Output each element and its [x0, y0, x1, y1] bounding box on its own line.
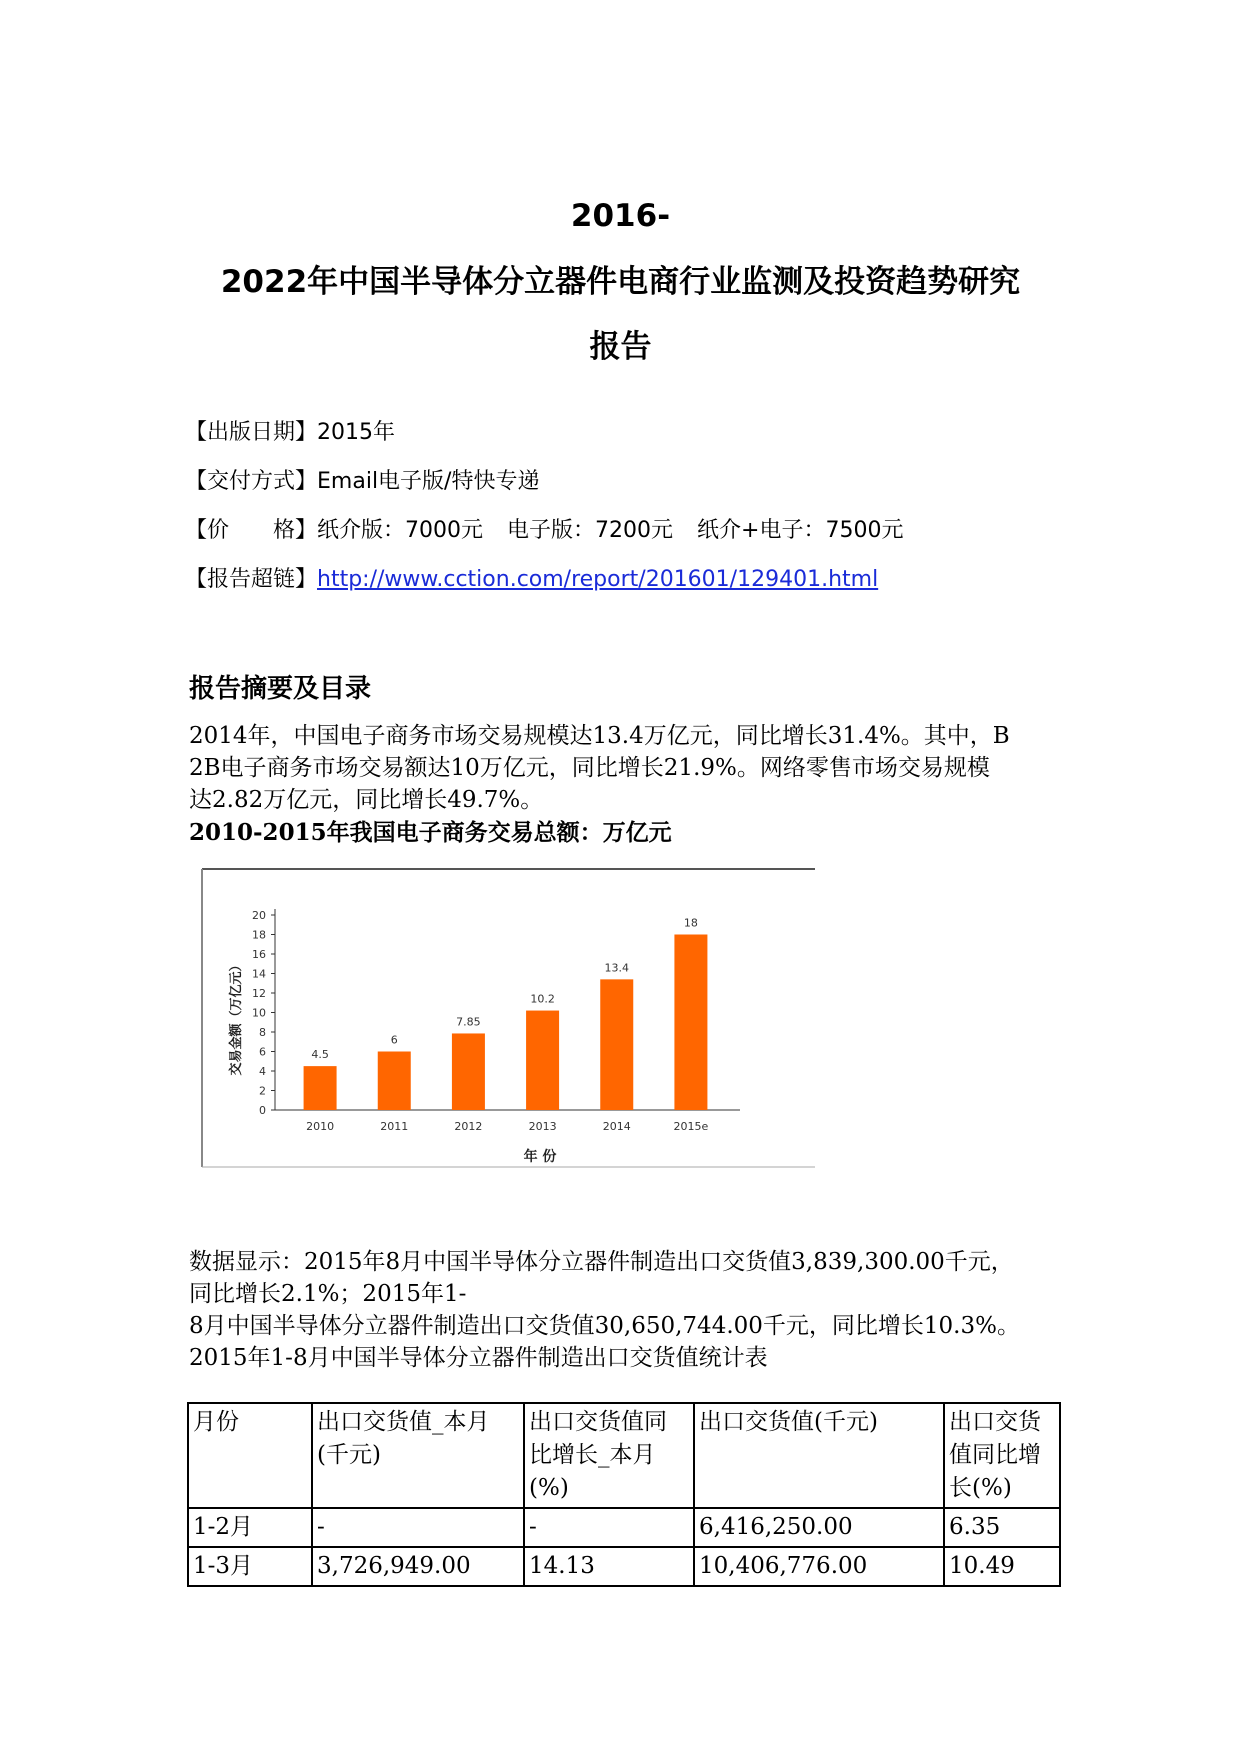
table-row — [188, 1508, 1060, 1547]
delivery-value: Email电子版/特快专递 — [317, 469, 540, 494]
title-line-2: 2022年中国半导体分立器件电商行业监测及投资趋势研究 — [220, 264, 1021, 300]
table-header-row — [188, 1403, 1060, 1508]
section-heading: 报告摘要及目录 — [189, 674, 372, 704]
table-cell: - — [524, 1508, 694, 1547]
x-tick-label: 2012 — [454, 1120, 483, 1133]
y-tick-label: 2 — [259, 1084, 266, 1098]
x-axis — [275, 1110, 740, 1133]
table-row — [188, 1547, 1060, 1586]
x-tick-label: 2013 — [528, 1120, 557, 1133]
y-tick-label: 20 — [252, 909, 266, 922]
report-link-row — [185, 565, 878, 595]
table-cell: 6.35 — [944, 1508, 1060, 1547]
y-tick-label: 8 — [259, 1026, 266, 1039]
table-cell: 6,416,250.00 — [694, 1508, 944, 1547]
summary-line-3: 达2.82万亿元，同比增长49.7%。 — [189, 787, 544, 813]
y-tick-label: 0 — [259, 1104, 266, 1117]
y-tick-label: 6 — [259, 1045, 266, 1059]
bar — [452, 1033, 485, 1110]
publish-date-row — [185, 418, 395, 448]
delivery-row — [185, 467, 539, 497]
bar — [304, 1066, 337, 1110]
data-label: 10.2 — [530, 992, 555, 1006]
price-paper: 纸介版：7000元 — [317, 518, 484, 543]
data-line-3: 8月中国半导体分立器件制造出口交货值30,650,744.00千元，同比增长10.3%。 — [189, 1313, 1020, 1339]
y-axis-label: 交易金额（万亿元） — [229, 958, 244, 1076]
table-cell: 1-3月 — [188, 1547, 312, 1586]
title-line-3: 报告 — [589, 329, 652, 365]
bar-chart-svg — [200, 867, 830, 1180]
data-label: 18 — [683, 916, 698, 930]
data-line-2: 同比增长2.1%；2015年1- — [189, 1281, 467, 1307]
data-label: 7.85 — [456, 1015, 481, 1029]
table-header-cell: 出口交货值(千元) — [694, 1403, 944, 1508]
publish-date-value: 2015年 — [317, 420, 396, 445]
y-tick-label: 12 — [252, 987, 266, 1000]
summary-line-1: 2014年，中国电子商务市场交易规模达13.4万亿元，同比增长31.4%。其中，B — [189, 723, 1010, 749]
table-cell: 3,726,949.00 — [312, 1547, 524, 1586]
y-tick-label: 18 — [252, 928, 266, 942]
x-tick-label: 2011 — [380, 1120, 409, 1133]
x-axis-label: 年 份 — [523, 1149, 557, 1165]
data-line-1: 数据显示：2015年8月中国半导体分立器件制造出口交货值3,839,300.00千元， — [189, 1249, 1014, 1275]
table-header-cell: 出口交货值同比增长(%) — [944, 1403, 1060, 1508]
report-link[interactable]: http://www.cction.com/report/201601/129401.html — [317, 567, 879, 592]
bar — [526, 1011, 559, 1110]
title-line-1: 2016- — [570, 198, 671, 234]
table-cell: 10,406,776.00 — [694, 1547, 944, 1586]
table-header-cell: 月份 — [188, 1403, 312, 1508]
table-header-cell: 出口交货值同比增长_本月(%) — [524, 1403, 694, 1508]
x-tick-label: 2014 — [602, 1120, 631, 1133]
table-cell: 10.49 — [944, 1547, 1060, 1586]
y-axis — [252, 909, 275, 1117]
x-tick-label: 2010 — [306, 1120, 335, 1133]
price-label: 【价 格】 — [185, 518, 318, 543]
y-tick-label: 10 — [252, 1006, 266, 1020]
stats-table — [187, 1402, 1061, 1587]
publish-date-label: 【出版日期】 — [185, 420, 318, 445]
price-electronic: 电子版：7200元 — [507, 518, 674, 543]
y-tick-label: 4 — [259, 1065, 266, 1078]
summary-line-2: 2B电子商务市场交易额达10万亿元，同比增长21.9%。网络零售市场交易规模 — [189, 755, 990, 781]
delivery-label: 【交付方式】 — [185, 469, 318, 494]
price-row — [185, 516, 903, 546]
chart-caption: 2010-2015年我国电子商务交易总额：万亿元 — [189, 819, 672, 846]
data-label: 13.4 — [604, 961, 629, 975]
price-both: 纸介+电子：7500元 — [697, 518, 904, 543]
table-header-cell: 出口交货值_本月(千元) — [312, 1403, 524, 1508]
table-cell: 1-2月 — [188, 1508, 312, 1547]
bar — [674, 935, 707, 1111]
data-label: 4.5 — [311, 1048, 329, 1062]
y-tick-label: 16 — [252, 948, 266, 961]
table-caption: 2015年1-8月中国半导体分立器件制造出口交货值统计表 — [189, 1345, 768, 1371]
data-label: 6 — [390, 1033, 398, 1047]
table-cell: 14.13 — [524, 1547, 694, 1586]
x-tick-label: 2015e — [673, 1120, 709, 1133]
bar-chart — [200, 867, 830, 1180]
bar — [600, 979, 633, 1110]
y-tick-label: 14 — [252, 967, 266, 981]
report-link-label: 【报告超链】 — [185, 567, 318, 592]
bars — [304, 917, 708, 1111]
table-cell: - — [312, 1508, 524, 1547]
bar — [378, 1052, 411, 1111]
